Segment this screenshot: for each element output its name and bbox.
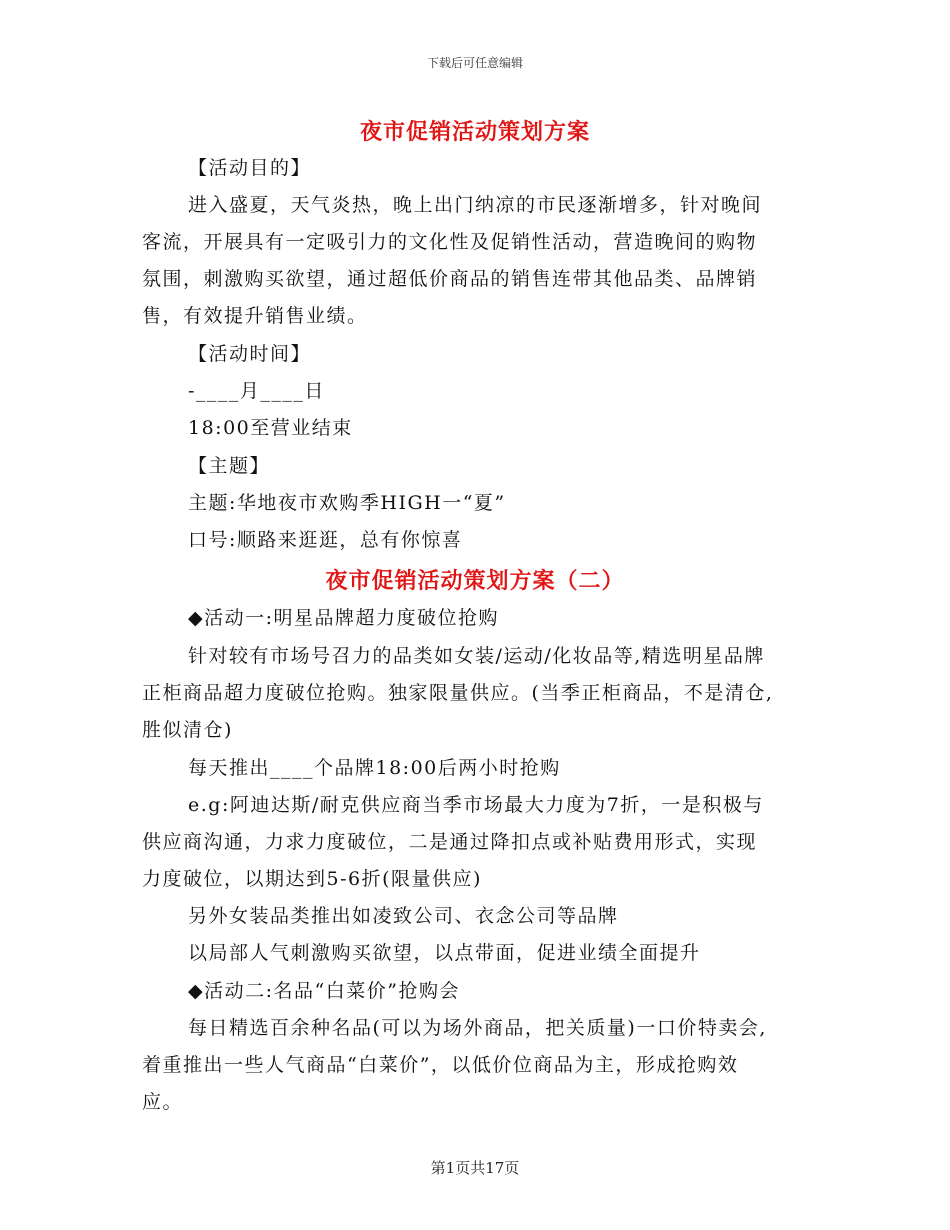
activity-one-example: 力度破位，以期达到5-6折(限量供应)	[142, 868, 482, 890]
purpose-line: 售，有效提升销售业绩。	[142, 305, 368, 327]
activity-one-line: 针对较有市场号召力的品类如女装/运动/化妆品等,精选明星品牌	[188, 645, 765, 667]
activity-one-line: 胜似清仓)	[142, 719, 233, 741]
activity-one-extra: 另外女装品类推出如凌致公司、衣念公司等品牌	[188, 905, 619, 927]
time-line: 18:00至营业结束	[188, 417, 353, 439]
activity-two-line: 应。	[142, 1091, 184, 1113]
activity-one-daily: 每天推出____个品牌18:00后两小时抢购	[188, 757, 561, 779]
page-footer: 第1页共17页	[430, 1159, 520, 1177]
activity-two-title: ◆活动二:名品“白菜价”抢购会	[188, 980, 460, 1002]
page-header: 下载后可任意编辑	[426, 56, 523, 70]
section-heading-theme: 【主题】	[188, 455, 271, 477]
section-heading-time: 【活动时间】	[188, 343, 312, 365]
section-heading-purpose: 【活动目的】	[188, 157, 312, 179]
purpose-line: 氛围，刺激购买欲望，通过超低价商品的销售连带其他品类、品牌销	[142, 268, 758, 290]
date-line: -____月____日	[188, 380, 325, 402]
activity-two-line: 每日精选百余种名品(可以为场外商品，把关质量)一口价特卖会,	[188, 1017, 767, 1039]
activity-two-line: 着重推出一些人气商品“白菜价”，以低价位商品为主，形成抢购效	[142, 1054, 739, 1076]
theme-line: 主题:华地夜市欢购季HIGH一“夏”	[188, 492, 506, 514]
purpose-line: 客流，开展具有一定吸引力的文化性及促销性活动，营造晚间的购物	[142, 231, 758, 253]
activity-one-goal: 以局部人气刺激购买欲望，以点带面，促进业绩全面提升	[188, 942, 701, 964]
activity-one-example: 供应商沟通，力求力度破位，二是通过降扣点或补贴费用形式，实现	[142, 831, 758, 853]
slogan-line: 口号:顺路来逛逛，总有你惊喜	[188, 529, 463, 551]
purpose-line: 进入盛夏，天气炎热，晚上出门纳凉的市民逐渐增多，针对晚间	[188, 194, 763, 216]
document-subtitle: 夜市促销活动策划方案（二）	[325, 569, 625, 594]
activity-one-title: ◆活动一:明星品牌超力度破位抢购	[188, 607, 500, 629]
activity-one-line: 正柜商品超力度破位抢购。独家限量供应。(当季正柜商品，不是清仓,	[142, 682, 774, 704]
document-title: 夜市促销活动策划方案	[359, 120, 590, 145]
activity-one-example: e.g:阿迪达斯/耐克供应商当季市场最大力度为7折，一是积极与	[188, 794, 764, 816]
